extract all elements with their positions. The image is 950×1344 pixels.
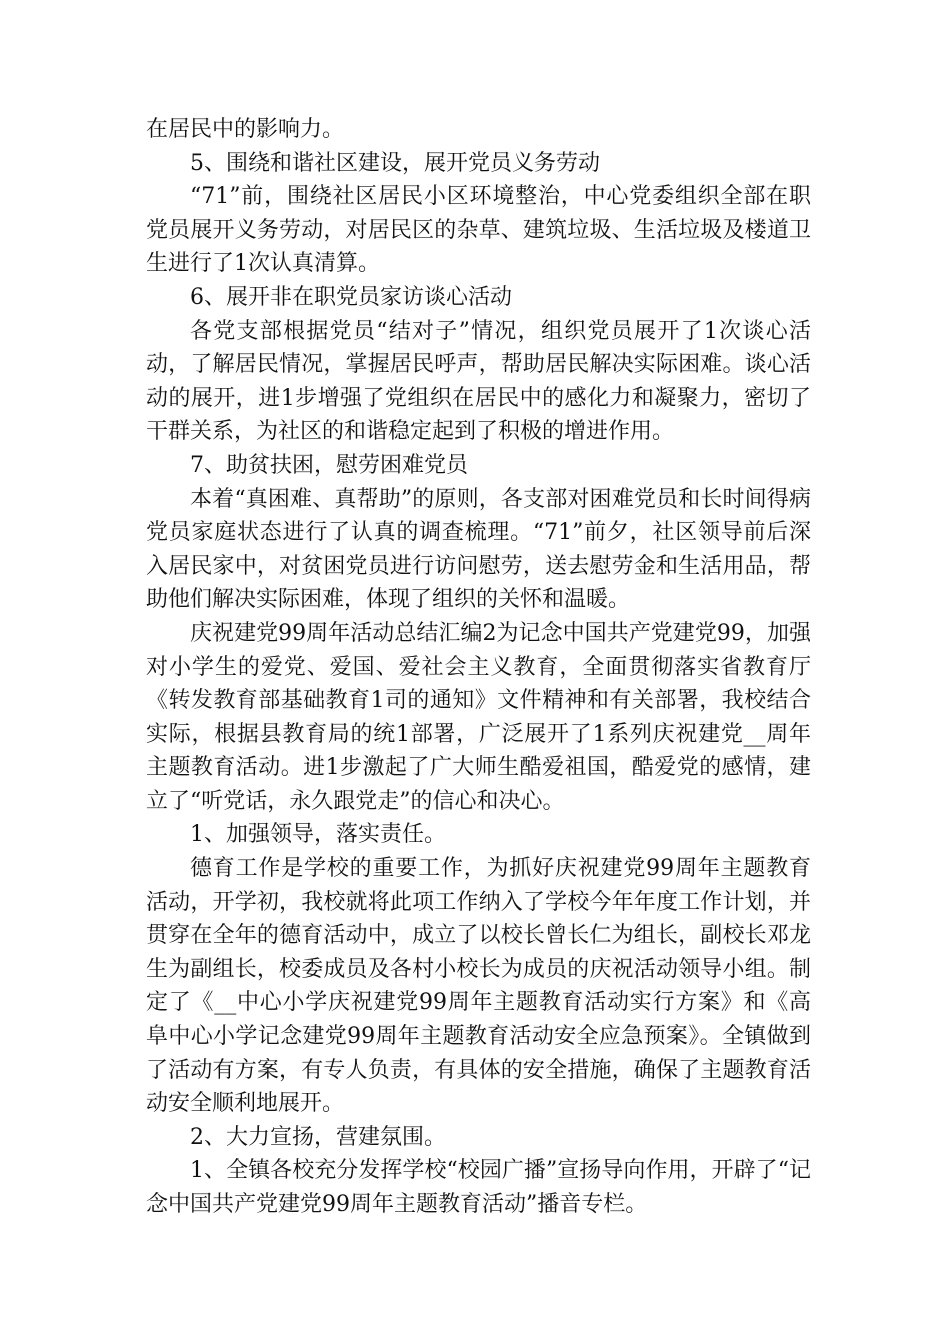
paragraph-heart-talk: 各党支部根据党员“结对子”情况，组织党员展开了1次谈心活动，了解居民情况，掌握居民呼声，帮助居民解决实际困难。谈心活动的展开，进1步增强了党组织在居民中的感化力和凝聚力，密切了干群关系，为社区的和谐稳定起到了积极的增进作用。 bbox=[146, 318, 811, 445]
section-heading-strengthen-leadership: 1、加强领导，落实责任。 bbox=[190, 822, 446, 848]
section-heading-5: 5、围绕和谐社区建设，展开党员义务劳动 bbox=[190, 150, 600, 176]
section-heading-6: 6、展开非在职党员家访谈心活动 bbox=[190, 284, 512, 310]
paragraph-continuation: 在居民中的影响力。 bbox=[146, 117, 345, 142]
paragraph-poverty-relief: 本着“真困难、真帮助”的原则，各支部对困难党员和长时间得病党员家庭状态进行了认真的调查梳理。“71”前夕，社区领导前后深入居民家中，对贫困党员进行访问慰劳，送去慰劳金和生活用品，帮助他们解决实际困难，体现了组织的关怀和温暖。 bbox=[146, 486, 811, 613]
paragraph-campus-broadcast: 1、全镇各校充分发挥学校“校园广播”宣扬导向作用，开辟了“记念中国共产党建党99周年主题教育活动”播音专栏。 bbox=[146, 1158, 811, 1217]
paragraph-summary-2-intro: 庆祝建党99周年活动总结汇编2为记念中国共产党建党99，加强对小学生的爱党、爱国、爱社会主义教育，全面贯彻落实省教育厅《转发教育部基础教育1司的通知》文件精神和有关部署，我校结合实际，根据县教育局的统1部署，广泛展开了1系列庆祝建党__周年主题教育活动。进1步激起了广大师生酷爱祖国，酷爱党的感情，建立了“听党话，永久跟党走”的信心和决心。 bbox=[146, 620, 811, 814]
section-heading-7: 7、助贫扶困，慰劳困难党员 bbox=[190, 452, 468, 478]
paragraph-volunteer-labor: “71”前，围绕社区居民小区环境整治，中心党委组织全部在职党员展开义务劳动，对居民区的杂草、建筑垃圾、生活垃圾及楼道卫生进行了1次认真清算。 bbox=[146, 184, 811, 277]
section-heading-publicity: 2、大力宣扬，营建氛围。 bbox=[190, 1124, 446, 1150]
document-page bbox=[146, 113, 811, 1222]
paragraph-moral-education: 德育工作是学校的重要工作，为抓好庆祝建党99周年主题教育活动，开学初，我校就将此项工作纳入了学校今年年度工作计划，并贯穿在全年的德育活动中，成立了以校长曾长仁为组长，副校长邓龙生为副组长，校委成员及各村小校长为成员的庆祝活动领导小组。制定了《__中心小学庆祝建党99周年主题教育活动实行方案》和《高阜中心小学记念建党99周年主题教育活动安全应急预案》。全镇做到了活动有方案，有专人负责，有具体的安全措施，确保了主题教育活动安全顺利地展开。 bbox=[146, 856, 811, 1117]
